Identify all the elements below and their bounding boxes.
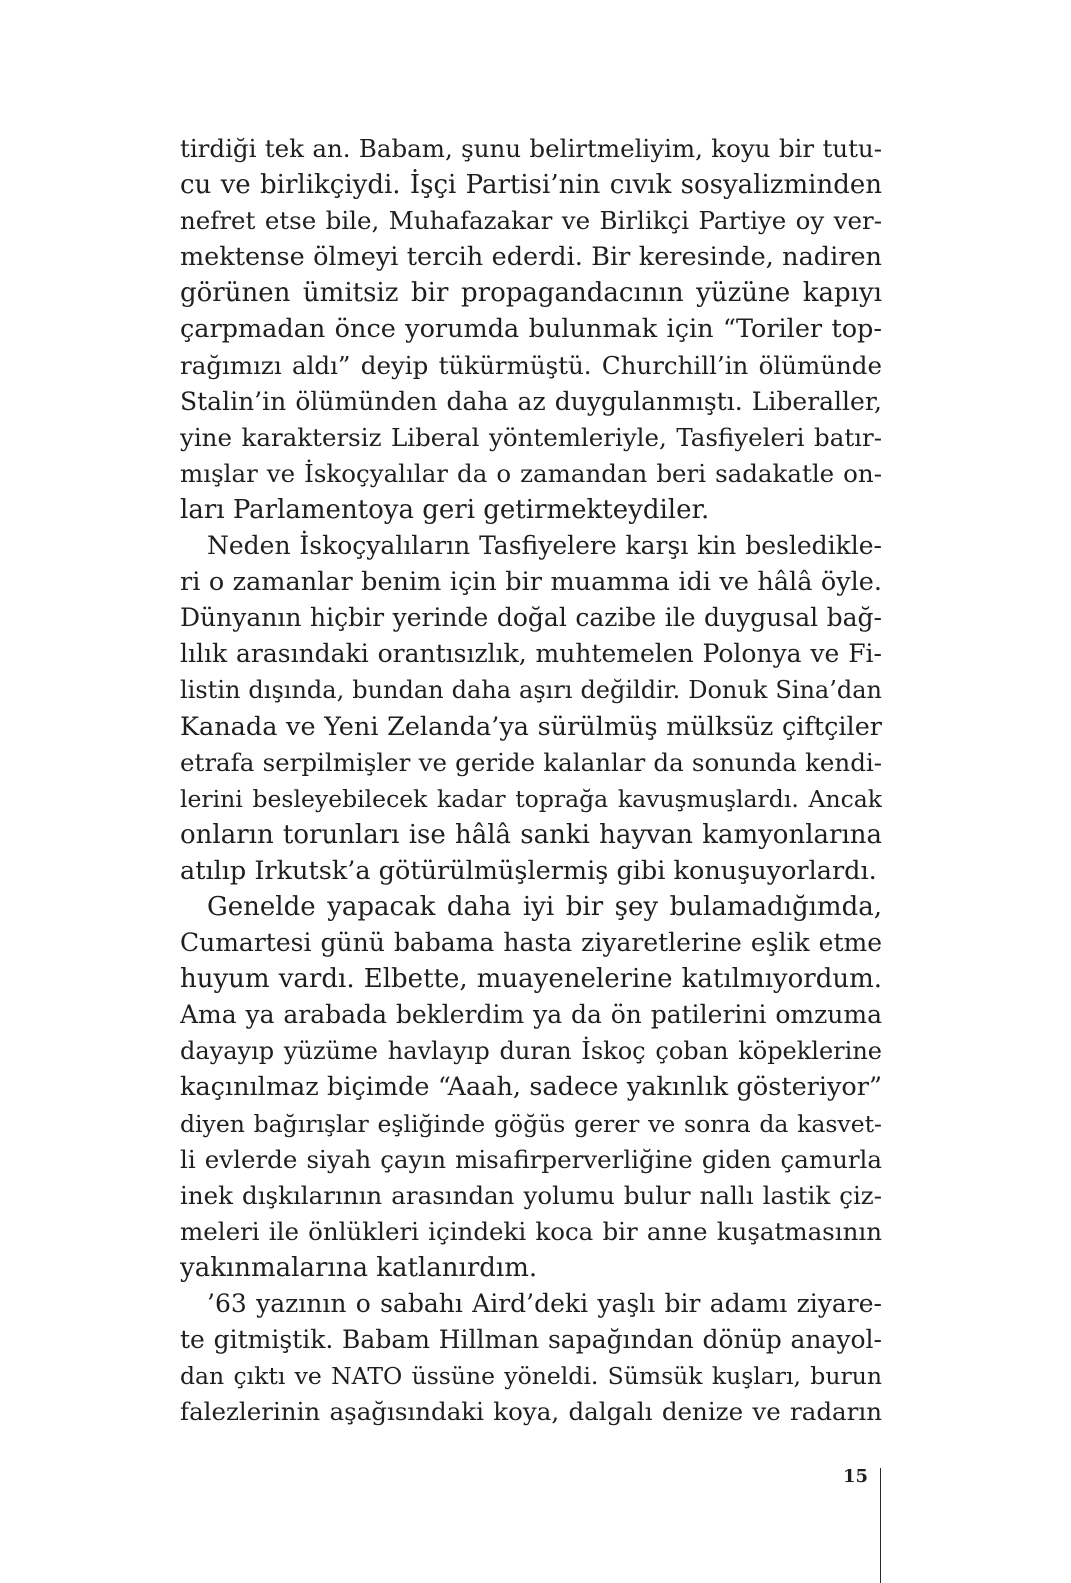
text-line: ları Parlamentoya geri getirmekteydiler. (180, 494, 710, 525)
text-line: Dünyanın hiçbir yerinde doğal cazibe ile duygusal bağ- (180, 603, 882, 633)
text-line: yine karaktersiz Liberal yöntemleriyle, Tasfiyeleri batır- (180, 422, 882, 452)
paragraph (180, 1286, 882, 1430)
text-line: te gitmiştik. Babam Hillman sapağından dönüp anayol- (180, 1325, 882, 1355)
text-line: li evlerde siyah çayın misafirperverliğine giden çamurla (180, 1144, 882, 1174)
page-number-rule (880, 1468, 881, 1583)
text-line: nefret etse bile, Muhafazakar ve Birlikçi Partiye oy ver- (180, 206, 882, 236)
text-line: atılıp Irkutsk’a götürülmüşlermiş gibi konuşuyorlardı. (180, 855, 877, 886)
text-line: çarpmadan önce yorumda bulunmak için “Toriler top- (180, 314, 882, 345)
text-line: cu ve birlikçiydi. İşçi Partisi’nin cıvık sosyalizminden (180, 170, 882, 201)
text-line: Ama ya arabada beklerdim ya da ön patilerini omzuma (180, 1000, 882, 1030)
text-line: Kanada ve Yeni Zelanda’ya sürülmüş mülksüz çiftçiler (180, 711, 882, 742)
text-line: inek dışkılarının arasından yolumu bulur nallı lastik çiz- (180, 1180, 882, 1210)
text-line: dan çıktı ve NATO üssüne yöneldi. Sümsük kuşları, burun (180, 1362, 882, 1391)
text-line: Cumartesi günü babama hasta ziyaretlerine eşlik etme (180, 928, 882, 958)
text-line: Neden İskoçyalıların Tasfiyelere karşı kin besledikle- (207, 531, 882, 561)
text-line: meleri ile önlükleri içindeki koca bir anne kuşatmasının (180, 1216, 882, 1246)
page-body-text (180, 131, 882, 1430)
paragraph (180, 528, 882, 889)
text-line: mışlar ve İskoçyalılar da o zamandan beri sadakatle on- (180, 458, 882, 488)
text-line: ri o zamanlar benim için bir muamma idi ve hâlâ öyle. (180, 567, 882, 598)
text-line: lerini besleyebilecek kadar toprağa kavuşmuşlardı. Ancak (180, 784, 882, 813)
text-line: lılık arasındaki orantısızlık, muhtemelen Polonya ve Fi- (180, 639, 882, 669)
text-line: etrafa serpilmişler ve geride kalanlar da sonunda kendi- (180, 747, 882, 777)
text-line: onların torunları ise hâlâ sanki hayvan kamyonlarına (180, 819, 882, 850)
text-line: falezlerinin aşağısındaki koya, dalgalı denize ve radarın (180, 1397, 882, 1427)
page-number: 15 (842, 1466, 868, 1487)
paragraph (180, 131, 882, 528)
text-line: diyen bağırışlar eşliğinde göğüs gerer ve sonra da kasvet- (180, 1109, 882, 1138)
text-line: dayayıp yüzüme havlayıp duran İskoç çoban köpeklerine (180, 1037, 882, 1066)
text-line: Genelde yapacak daha iyi bir şey bulamadığımda, (207, 891, 882, 922)
text-line: yakınmalarına katlanırdım. (180, 1252, 538, 1283)
text-line: kaçınılmaz biçimde “Aaah, sadece yakınlık gösteriyor” (180, 1072, 882, 1103)
text-line: listin dışında, bundan daha aşırı değildir. Donuk Sina’dan (180, 676, 882, 705)
paragraph (180, 889, 882, 1286)
text-line: ’63 yazının o sabahı Aird’deki yaşlı bir adamı ziyare- (207, 1289, 882, 1318)
text-line: mektense ölmeyi tercih ederdi. Bir keresinde, nadiren (180, 242, 882, 273)
text-line: rağımızı aldı” deyip tükürmüştü. Churchill’in ölümünde (180, 350, 882, 380)
text-line: tirdiği tek an. Babam, şunu belirtmeliyim, koyu bir tutu- (180, 134, 882, 163)
text-line: huyum vardı. Elbette, muayenelerine katılmıyordum. (180, 964, 882, 995)
text-line: görünen ümitsiz bir propagandacının yüzüne kapıyı (180, 278, 882, 309)
text-line: Stalin’in ölümünden daha az duygulanmıştı. Liberaller, (180, 386, 882, 416)
